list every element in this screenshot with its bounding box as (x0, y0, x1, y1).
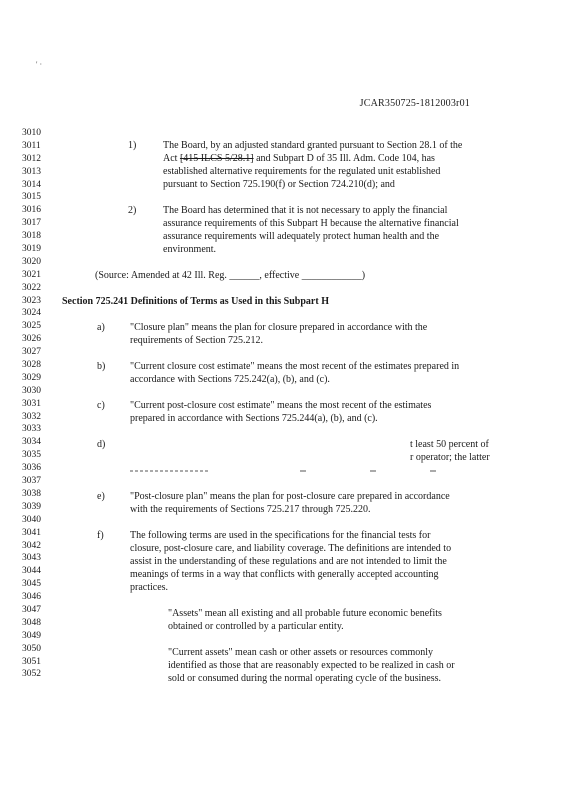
line-number: 3052 (22, 669, 41, 680)
line-number: 3034 (22, 437, 41, 448)
line-number: 3033 (22, 424, 41, 435)
def-f-marker: f) (97, 530, 104, 541)
line-number: 3043 (22, 553, 41, 564)
scan-specks: ' · (36, 60, 43, 69)
line-number: 3024 (22, 308, 41, 319)
def-d-line-1-fragment: t least 50 percent of (410, 439, 489, 450)
assets-line-2: obtained or controlled by a particular entity. (168, 621, 344, 632)
line-number: 3051 (22, 656, 41, 667)
def-e-line-2: with the requirements of Sections 725.217 through 725.220. (130, 504, 371, 515)
line-number: 3014 (22, 179, 41, 190)
def-c-line-1: "Current post-closure cost estimate" means the most recent of the estimates (130, 400, 432, 411)
item-1-marker: 1) (128, 140, 137, 151)
def-f-line-5: practices. (130, 582, 169, 593)
line-number: 3010 (22, 128, 41, 138)
current-assets-line-1: "Current assets" mean cash or other assets or resources commonly (168, 647, 434, 658)
line-number: 3039 (22, 501, 41, 512)
line-number: 3036 (22, 463, 41, 474)
line-number-column (22, 127, 62, 681)
line-number: 3031 (22, 398, 41, 409)
def-a-line-2: requirements of Section 725.212. (130, 335, 264, 346)
line-number: 3035 (22, 450, 41, 461)
line-number: 3037 (22, 476, 41, 487)
def-e-marker: e) (97, 491, 105, 502)
line-number: 3021 (22, 269, 41, 280)
item-1-line-3: established alternative requirements for the regulated unit established (163, 166, 441, 177)
item-2-line-2: assurance requirements of this Subpart H because the alternative financial (163, 218, 459, 229)
def-f-line-3: assist in the understanding of these regulations and are not intended to limit the (130, 556, 447, 567)
line-number: 3011 (22, 140, 41, 151)
struck-citation: [415 ILCS 5/28.1] (179, 153, 254, 164)
line-number: 3020 (22, 256, 41, 267)
line-number: 3049 (22, 630, 41, 641)
section-heading: Section 725.241 Definitions of Terms as Used in this Subpart H (62, 296, 329, 307)
item-1-line-4: pursuant to Section 725.190(f) or Section 724.210(d); and (163, 179, 395, 190)
line-number: 3032 (22, 411, 41, 422)
current-assets-line-3: sold or consumed during the normal operating cycle of the business. (168, 673, 441, 684)
line-number: 3027 (22, 347, 41, 358)
line-number: 3025 (22, 321, 41, 332)
line-number: 3022 (22, 282, 41, 293)
document-id: JCAR350725-1812003r01 (359, 98, 470, 109)
item-1-text-b: and Subpart D of 35 Ill. Adm. Code 104, has (253, 153, 435, 164)
line-number: 3026 (22, 334, 41, 345)
def-f-line-1: The following terms are used in the specifications for the financial tests for (130, 530, 431, 541)
def-b-marker: b) (97, 361, 106, 372)
item-2-line-1: The Board has determined that it is not necessary to apply the financial (163, 205, 448, 216)
line-number: 3045 (22, 579, 41, 590)
line-number: 3048 (22, 617, 41, 628)
line-number: 3018 (22, 231, 41, 242)
line-number: 3029 (22, 372, 41, 383)
item-1-line-2 (163, 153, 435, 166)
line-number: 3041 (22, 527, 41, 538)
line-number: 3028 (22, 360, 41, 371)
item-1-line-1: The Board, by an adjusted standard granted pursuant to Section 28.1 of the (163, 140, 463, 151)
line-number: 3013 (22, 166, 41, 177)
line-number: 3040 (22, 514, 41, 525)
line-number: 3015 (22, 192, 41, 203)
def-f-line-2: closure, post-closure care, and liability coverage. The definitions are intended to (130, 543, 452, 554)
item-2-marker: 2) (128, 205, 137, 216)
line-number: 3047 (22, 604, 41, 615)
def-d-line-2-fragment: r operator; the latter (410, 452, 490, 463)
item-2-line-3: assurance requirements will adequately protect human health and the (163, 231, 440, 242)
current-assets-line-2: identified as those that are reasonably expected to be realized in cash or (168, 660, 455, 671)
def-a-marker: a) (97, 322, 105, 333)
def-c-line-2: prepared in accordance with Sections 725.244(a), (b), and (c). (130, 413, 378, 424)
line-number: 3012 (22, 153, 41, 164)
def-f-line-4: meanings of terms in a way that conflicts with generally accepted accounting (130, 569, 439, 580)
line-number: 3038 (22, 488, 41, 499)
line-number: 3030 (22, 385, 41, 396)
line-number: 3023 (22, 295, 41, 306)
item-2-line-4: environment. (163, 244, 217, 255)
line-number: 3042 (22, 540, 41, 551)
assets-line-1: "Assets" mean all existing and all probable future economic benefits (168, 608, 442, 619)
def-c-marker: c) (97, 400, 105, 411)
def-b-line-1: "Current closure cost estimate" means the most recent of the estimates prepared in (130, 361, 460, 372)
line-number: 3050 (22, 643, 41, 654)
line-number: 3044 (22, 566, 41, 577)
line-number: 3046 (22, 592, 41, 603)
item-1-text-a: Act (163, 153, 180, 164)
line-number: 3016 (22, 205, 41, 216)
line-number: 3017 (22, 218, 41, 229)
def-e-line-1: "Post-closure plan" means the plan for post-closure care prepared in accordance (130, 491, 450, 502)
def-d-line-3-residue (130, 468, 460, 474)
def-a-line-1: "Closure plan" means the plan for closure prepared in accordance with the (130, 322, 428, 333)
def-d-marker: d) (97, 439, 106, 450)
line-number: 3019 (22, 244, 41, 255)
source-note: (Source: Amended at 42 Ill. Reg. ______, effective ____________) (95, 270, 366, 281)
def-b-line-2: accordance with Sections 725.242(a), (b), and (c). (130, 374, 330, 385)
